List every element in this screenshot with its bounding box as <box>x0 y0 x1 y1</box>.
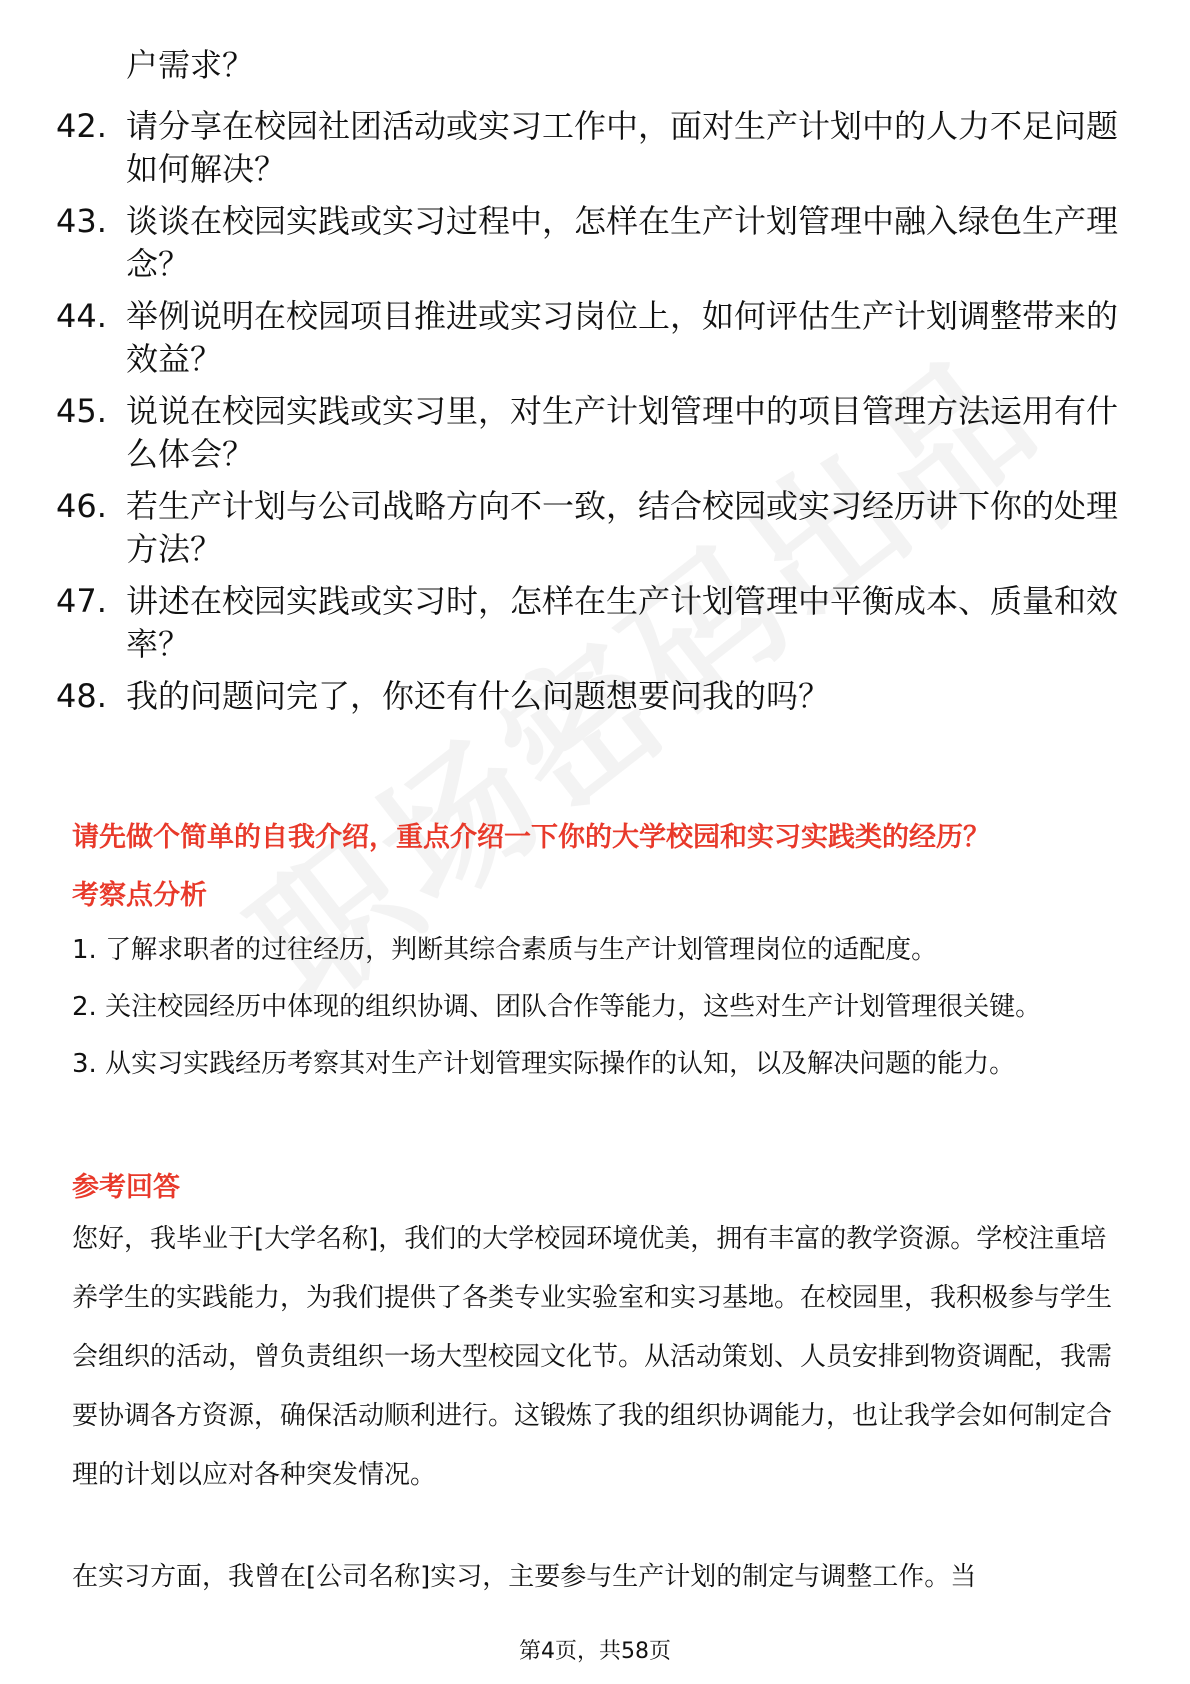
question-number: 42. <box>56 107 107 145</box>
interview-prompt: 请先做个简单的自我介绍，重点介绍一下你的大学校园和实习实践类的经历？ <box>72 822 990 853</box>
question-continuation <box>56 44 1136 87</box>
question-item <box>56 485 1136 571</box>
analysis-heading: 考察点分析 <box>72 880 207 911</box>
reference-paragraph: 您好，我毕业于[大学名称]，我们的大学校园环境优美，拥有丰富的教学资源。学校注重培养学生的实践能力，为我们提供了各类专业实验室和实习基地。在校园里，我积极参与学生会组织的活动，曾负责组织一场大型校园文化节。从活动策划、人员安排到物资调配，我需要协调各方资源，确保活动顺利进行。这锻炼了我的组织协调能力，也让我学会如何制定合理的计划以应对各种突发情况。 <box>72 1224 1113 1490</box>
question-item <box>56 295 1136 381</box>
question-text: 谈谈在校园实践或实习过程中，怎样在生产计划管理中融入绿色生产理念？ <box>126 202 1119 283</box>
question-number: 43. <box>56 202 107 240</box>
reference-paragraph: 在实习方面，我曾在[公司名称]实习，主要参与生产计划的制定与调整工作。当 <box>72 1562 977 1592</box>
question-number: 46. <box>56 487 107 525</box>
question-text: 举例说明在校园项目推进或实习岗位上，如何评估生产计划调整带来的效益？ <box>126 297 1119 378</box>
question-item <box>56 675 1136 718</box>
question-item <box>56 580 1136 666</box>
question-item <box>56 390 1136 476</box>
question-item <box>56 200 1136 286</box>
question-number: 48. <box>56 677 107 715</box>
question-text: 讲述在校园实践或实习时，怎样在生产计划管理中平衡成本、质量和效率？ <box>126 582 1119 663</box>
question-text: 我的问题问完了，你还有什么问题想要问我的吗？ <box>126 677 831 715</box>
question-text: 请分享在校园社团活动或实习工作中，面对生产计划中的人力不足问题如何解决？ <box>126 107 1119 188</box>
question-list <box>56 44 1136 727</box>
analysis-points <box>72 922 1122 1093</box>
question-text: 说说在校园实践或实习里，对生产计划管理中的项目管理方法运用有什么体会？ <box>126 392 1119 473</box>
analysis-point: 3. 从实习实践经历考察其对生产计划管理实际操作的认知，以及解决问题的能力。 <box>72 1049 1016 1079</box>
question-item <box>56 105 1136 191</box>
analysis-point: 1. 了解求职者的过往经历，判断其综合素质与生产计划管理岗位的适配度。 <box>72 935 938 965</box>
reference-heading: 参考回答 <box>72 1172 180 1203</box>
page-footer: 第4页，共58页 <box>519 1639 671 1664</box>
question-number: 45. <box>56 392 107 430</box>
analysis-point: 2. 关注校园经历中体现的组织协调、团队合作等能力，这些对生产计划管理很关键。 <box>72 992 1042 1022</box>
question-number: 47. <box>56 582 107 620</box>
question-number: 44. <box>56 297 107 335</box>
question-text: 若生产计划与公司战略方向不一致，结合校园或实习经历讲下你的处理方法？ <box>126 487 1119 568</box>
question-text: 户需求？ <box>126 46 255 84</box>
